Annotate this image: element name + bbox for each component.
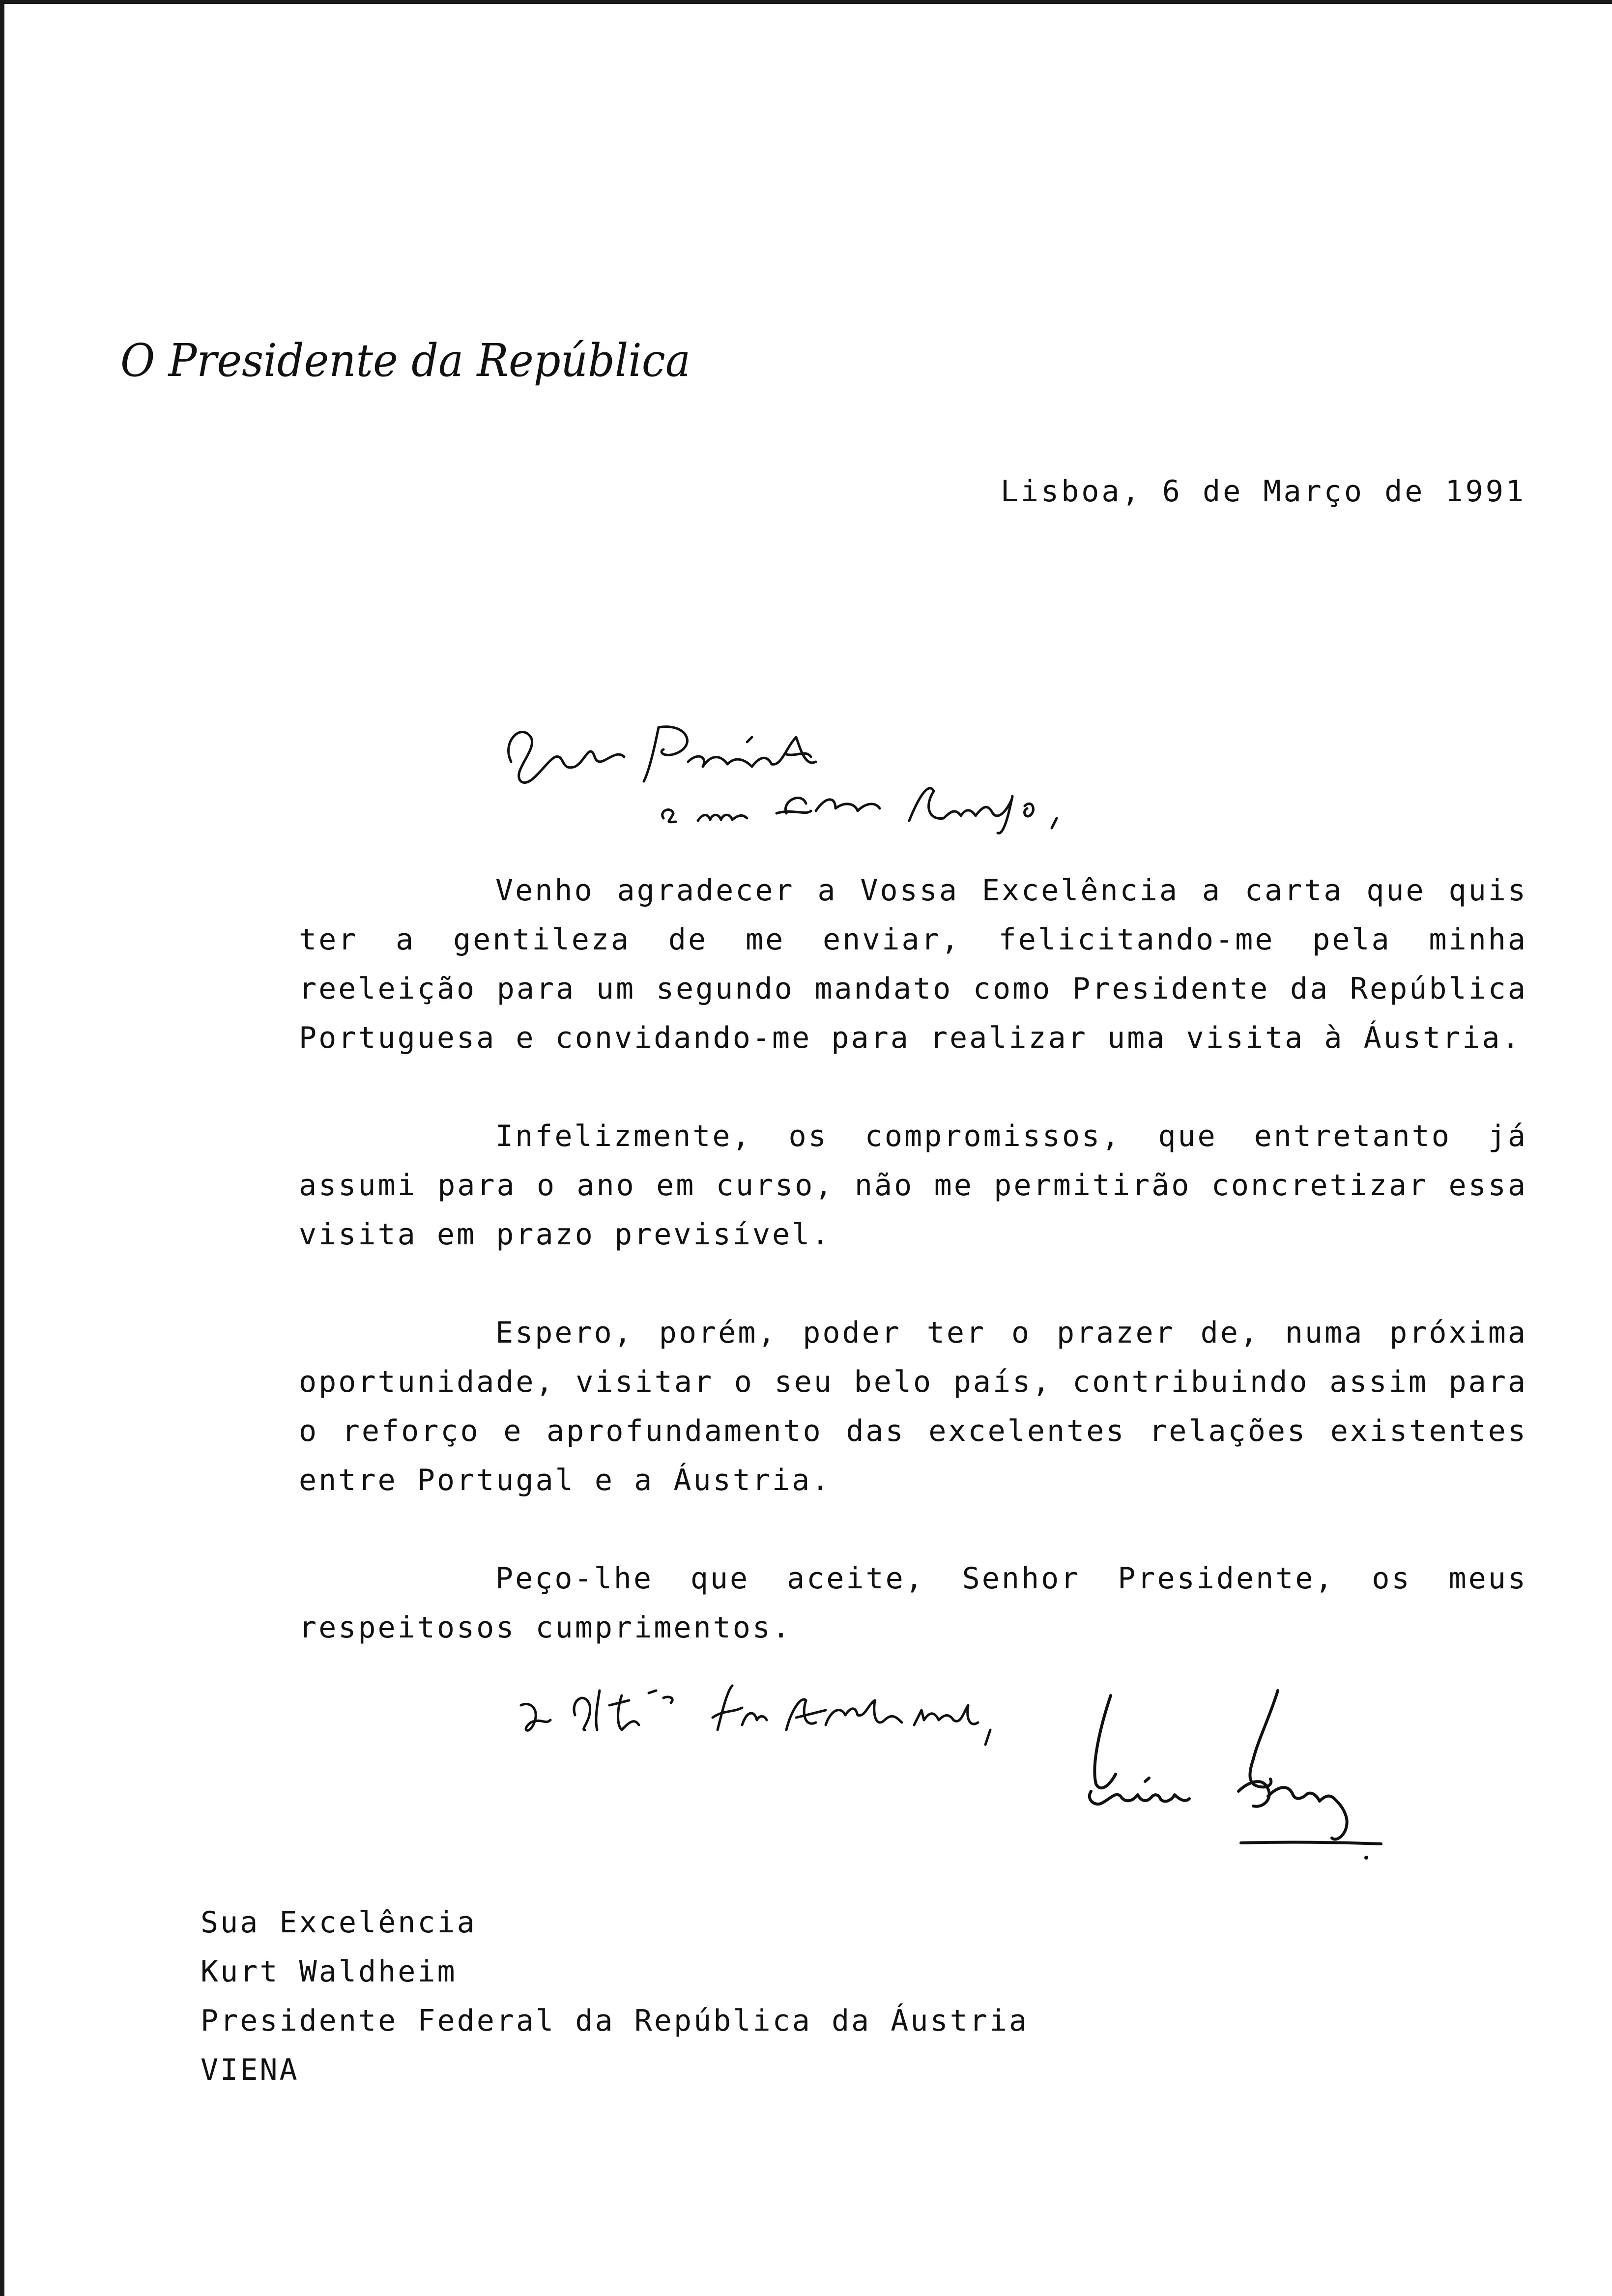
address-line: Presidente Federal da República da Áustria: [201, 2004, 1029, 2038]
body-paragraph: Venho agradecer a Vossa Excelência a carta que quis ter a gentileza de me enviar, felicitando-me pela minha reeleição para um segundo mandato como Presidente da República Portuguesa e convidando-me para realizar uma visita à Áustria.: [299, 873, 1527, 1055]
scan-border-left: [0, 0, 4, 2296]
date-line: Lisboa, 6 de Março de 1991: [1000, 474, 1526, 509]
address-line: Kurt Waldheim: [201, 1954, 457, 1989]
address-line: Sua Excelência: [201, 1905, 477, 1940]
letterhead-title-text: O Presidente da República: [120, 334, 691, 387]
address-line: VIENA: [201, 2053, 299, 2087]
signature: [1071, 1686, 1406, 1872]
body-paragraph: Infelizmente, os compromissos, que entretanto já assumi para o ano em curso, não me permitirão concretizar essa visita em prazo previsível.: [299, 1119, 1527, 1252]
handwritten-closing: [511, 1671, 1076, 1759]
body-paragraph: Peço-lhe que aceite, Senhor Presidente, os meus respeitosos cumprimentos.: [299, 1561, 1527, 1645]
letterhead-title: [115, 319, 705, 408]
recipient-address: [201, 1898, 1029, 2095]
body-paragraph: Espero, porém, poder ter o prazer de, numa próxima oportunidade, visitar o seu belo país, contribuindo assim para o reforço e aprofundamento das excelentes relações existentes entre Portugal e a Áustria.: [299, 1316, 1527, 1497]
scan-border-top: [0, 0, 1612, 4]
handwritten-salutation: [491, 708, 1155, 840]
